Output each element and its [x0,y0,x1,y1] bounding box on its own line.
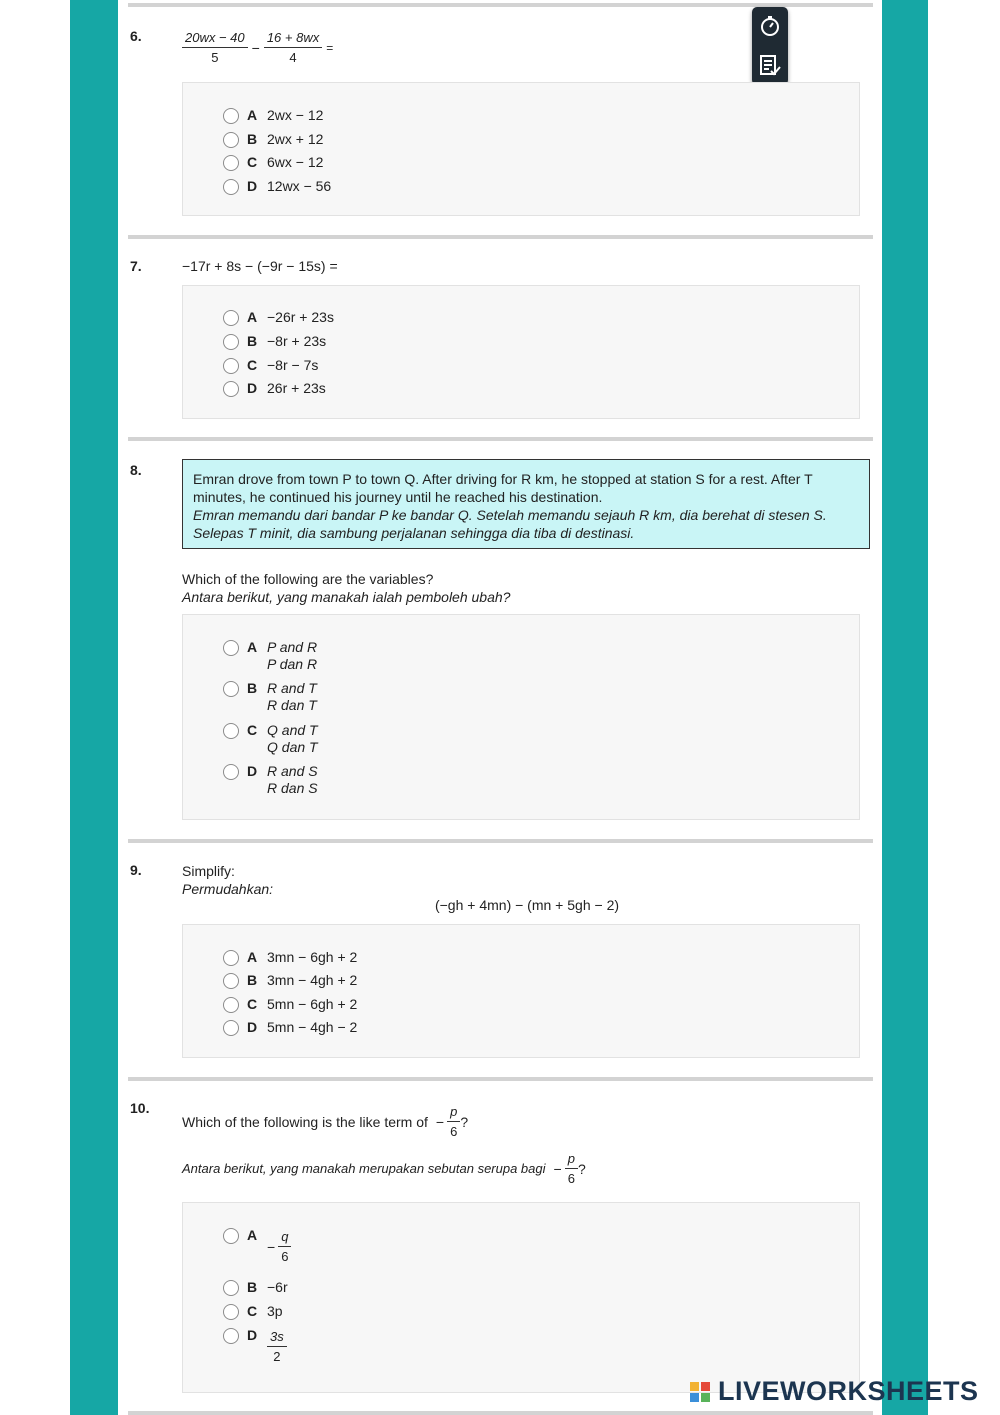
fraction-denominator: 6 [567,1171,575,1186]
radio-button[interactable] [223,1020,239,1036]
radio-button[interactable] [223,310,239,326]
option-a[interactable] [223,639,317,673]
question-english: Which of the following are the variables? [182,571,434,587]
options-box [182,82,860,216]
question-divider [128,1077,873,1081]
option-a[interactable] [223,309,334,326]
question-stem-english [182,1104,468,1139]
option-text: 5mn − 4gh − 2 [267,1019,358,1035]
question-stem [182,862,273,898]
expression: (−gh + 4mn) − (mn + 5gh − 2) [434,897,620,913]
options-box [182,1202,860,1393]
info-text-malay: Emran memandu dari bandar P ke bandar Q. Setelah memandu sejauh R km, dia berehat di stesen S. Selepas T minit, dia sambung perjalanan sehingga dia tiba di destinasi. [193,507,827,541]
radio-button[interactable] [223,381,239,397]
operator: = [326,40,334,55]
option-b[interactable] [223,333,326,350]
question-malay: Antara berikut, yang manakah merupakan sebutan serupa bagi [182,1161,546,1176]
option-text: 5mn − 6gh + 2 [267,996,358,1012]
option-text: −6r [267,1279,288,1295]
option-text-malay: P dan R [267,656,318,672]
question-mark: ? [460,1113,469,1130]
radio-button[interactable] [223,950,239,966]
operator: − [251,39,260,56]
option-b[interactable] [223,972,357,989]
option-a[interactable] [223,1227,291,1264]
option-letter: D [247,1327,258,1343]
options-box [182,924,860,1058]
option-letter: C [247,154,258,170]
radio-button[interactable] [223,723,239,739]
option-text: 3mn − 6gh + 2 [267,949,358,965]
option-letter: D [247,1019,258,1035]
option-letter: A [247,309,258,325]
instruction-malay: Permudahkan: [182,881,274,897]
fraction [267,1329,287,1364]
radio-button[interactable] [223,997,239,1013]
option-letter: B [247,131,258,147]
question-number: 9. [130,862,142,878]
fraction-numerator: p [447,1104,460,1122]
operator: − [267,1238,276,1255]
option-text: 2wx − 12 [267,107,324,123]
fraction-numerator: 16 + 8wx [264,30,322,48]
option-d[interactable] [223,1327,287,1364]
liveworksheets-logo [690,1376,979,1407]
option-d[interactable] [223,763,318,797]
option-c[interactable] [223,1303,283,1320]
operator: − [435,1113,445,1130]
option-text: Q and T [267,722,318,738]
option-letter: A [247,1227,258,1243]
option-letter: C [247,357,258,373]
option-letter: B [247,333,258,349]
option-b[interactable] [223,1279,288,1296]
option-letter: B [247,972,258,988]
fraction [565,1151,578,1186]
fraction-denominator: 5 [211,50,219,65]
question-divider [128,437,873,441]
option-letter: B [247,1279,258,1295]
question-number: 8. [130,462,142,478]
option-letter: A [247,107,258,123]
left-teal-band [70,0,118,1415]
logo-mark-icon [690,1382,710,1402]
question-english: Which of the following is the like term of [182,1113,428,1130]
option-letter: D [247,763,258,779]
option-c[interactable] [223,996,357,1013]
option-text: 3p [267,1303,283,1319]
question-number: 10. [130,1100,150,1116]
option-text: R and T [267,680,317,696]
option-a[interactable] [223,107,323,124]
question-number: 6. [130,28,142,44]
option-b[interactable] [223,680,317,714]
radio-button[interactable] [223,358,239,374]
radio-button[interactable] [223,132,239,148]
question-number: 7. [130,258,142,274]
option-text-malay: R dan T [267,697,317,713]
fraction-numerator: q [278,1229,291,1247]
fraction-numerator: 20wx − 40 [182,30,248,48]
fraction [278,1229,291,1264]
question-divider [128,1411,873,1415]
option-text: 26r + 23s [267,380,326,396]
fraction-denominator: 6 [450,1124,458,1139]
radio-button[interactable] [223,155,239,171]
fraction [182,30,248,65]
fraction [447,1104,460,1139]
options-box [182,285,860,419]
question-malay: Antara berikut, yang manakah ialah pemboleh ubah? [182,589,511,605]
radio-button[interactable] [223,1280,239,1296]
option-text: 12wx − 56 [267,178,332,194]
option-text: R and S [267,763,318,779]
fraction-numerator: 3s [267,1329,287,1347]
option-letter: B [247,680,258,696]
option-text-malay: Q dan T [267,739,318,755]
radio-button[interactable] [223,108,239,124]
info-text-english: Emran drove from town P to town Q. After driving for R km, he stopped at station S for a rest. After T minutes, he continued his journey until he reached his destination. [193,471,813,505]
fraction-denominator: 6 [281,1249,289,1264]
tool-panel [752,7,788,85]
fraction-denominator: 2 [273,1349,281,1364]
right-teal-band [882,0,928,1415]
instruction-english: Simplify: [182,863,235,879]
check-answers-icon[interactable] [759,54,781,83]
radio-button[interactable] [223,1328,239,1344]
option-letter: D [247,178,258,194]
fraction-numerator: p [565,1151,578,1169]
option-text: P and R [267,639,318,655]
option-text-malay: R dan S [267,780,318,796]
radio-button[interactable] [223,764,239,780]
option-letter: C [247,722,258,738]
option-text: 2wx + 12 [267,131,324,147]
option-text: −8r + 23s [267,333,327,349]
option-c[interactable] [223,154,323,171]
option-letter: A [247,949,258,965]
question-stem [182,570,510,606]
radio-button[interactable] [223,640,239,656]
question-divider [128,839,873,843]
radio-button[interactable] [223,1304,239,1320]
option-d[interactable] [223,380,326,397]
option-letter: D [247,380,258,396]
option-d[interactable] [223,178,331,195]
fraction-denominator: 4 [289,50,297,65]
question-divider [128,235,873,239]
option-text: −8r − 7s [267,357,319,373]
option-text: −26r + 23s [267,309,334,325]
operator: − [553,1160,562,1177]
option-letter: C [247,1303,258,1319]
radio-button[interactable] [223,973,239,989]
option-letter: A [247,639,258,655]
fraction [264,30,322,65]
option-text: 3mn − 4gh + 2 [267,972,358,988]
option-a[interactable] [223,949,357,966]
question-stem: −17r + 8s − (−9r − 15s) = [182,258,338,274]
option-d[interactable] [223,1019,357,1036]
option-c[interactable] [223,357,318,374]
option-b[interactable] [223,131,323,148]
option-c[interactable] [223,722,318,756]
timer-icon[interactable] [759,15,781,42]
question-stem [182,30,333,65]
options-box [182,614,860,820]
info-box [182,459,870,549]
question-stem-malay [182,1151,586,1186]
radio-button[interactable] [223,334,239,350]
radio-button[interactable] [223,681,239,697]
brand-name: LIVEWORKSHEETS [718,1376,979,1406]
option-letter: C [247,996,258,1012]
radio-button[interactable] [223,179,239,195]
option-text: 6wx − 12 [267,154,324,170]
question-mark: ? [577,1160,586,1177]
radio-button[interactable] [223,1228,239,1244]
